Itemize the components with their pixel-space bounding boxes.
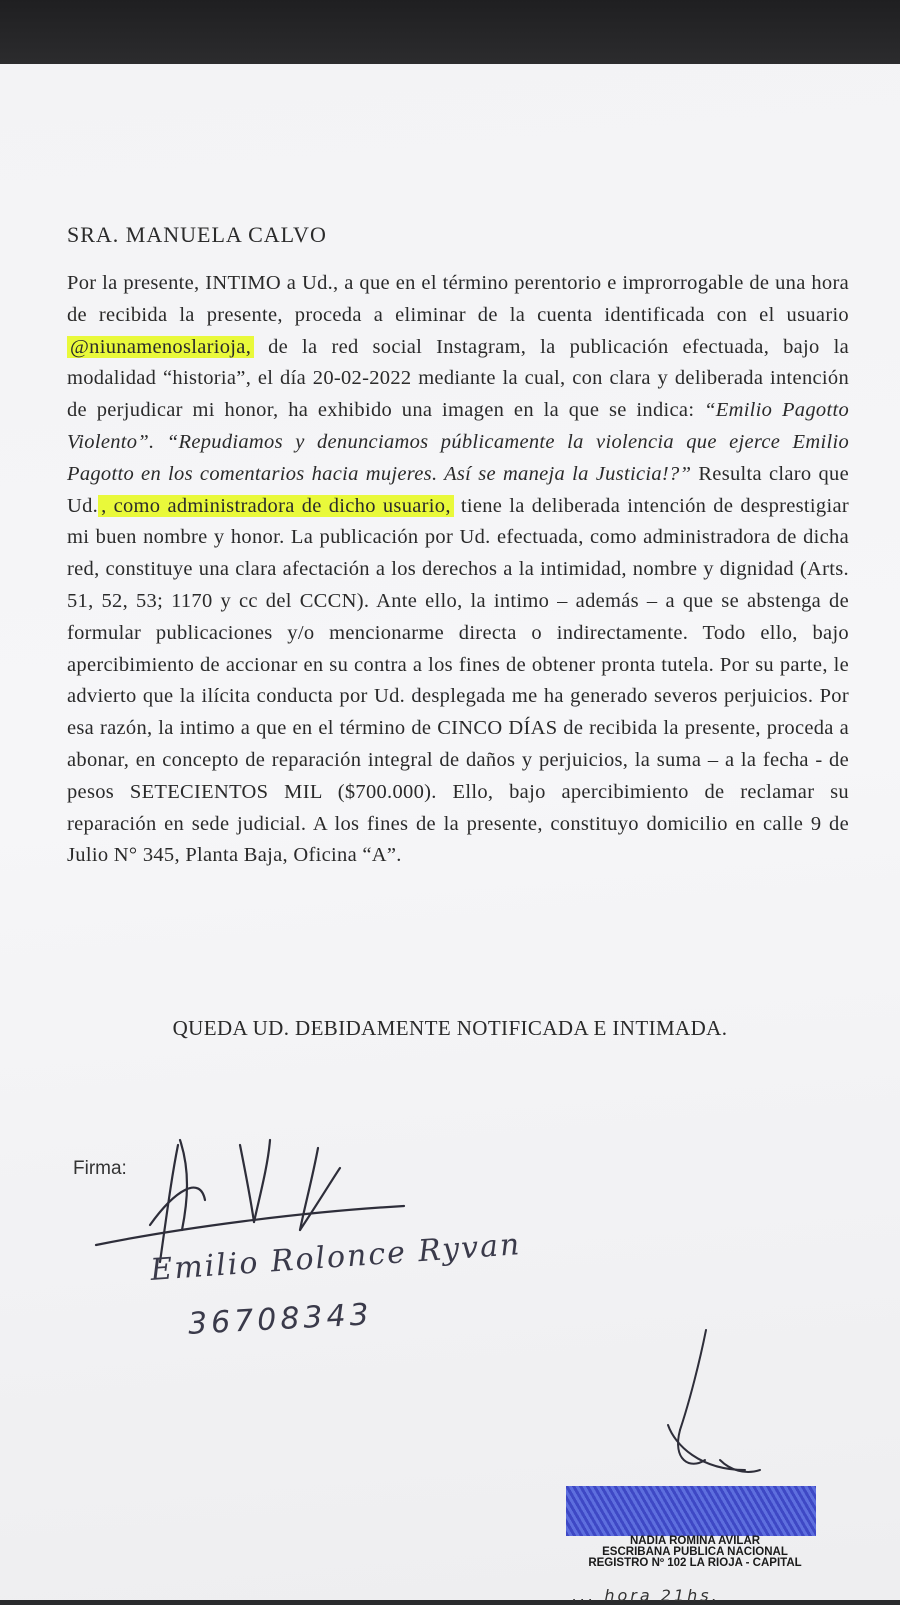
notary-title: ESCRIBANA PUBLICA NACIONAL	[602, 1546, 788, 1558]
highlighted-administrator-phrase: , como administradora de dicho usuario,	[98, 495, 454, 517]
body-segment: Por la presente, INTIMO a Ud., a que en el término perentorio e improrrogable de una hora de recibida la presente, proceda a eliminar de la cuenta identificada con el usuario	[67, 272, 849, 326]
body-segment: Resulta claro que Ud.	[67, 462, 849, 517]
handwritten-note: ... hora 21hs.	[572, 1586, 720, 1605]
body-segment: de la red social Instagram, la publicación efectuada, bajo la modalidad “historia”, el día 20-02-2022 mediante la cual, con clara y deliberada intención de perjudicar mi honor, ha exhibido una imagen en la que se indica:	[67, 335, 849, 422]
body-segment: tiene la deliberada intención de desprestigiar mi buen nombre y honor. La publicación por Ud. efectuada, como administradora de dicha red, constituye una clara afectación a los derechos a la intimidad, nombre y dignidad (Arts. 51, 52, 53; 1170 y cc del CCCN). Ante ello, la intimo – además – a que se abstenga de formular publicaciones y/o mencionarme directa o indirectamente. Todo ello, bajo apercibimiento de accionar en su contra a los fines de obtener pronta tutela. Por su parte, le advierto que la ilícita conducta por Ud. desplegada me ha generado severos perjuicios. Por esa razón, la intimo a que en el término de CINCO DÍAS de recibida la presente, proceda a abonar, en concepto de reparación integral de daños y perjuicios, la suma – a la fecha - de pesos SETECIENTOS MIL ($700.000). Ello, bajo apercibimiento de reclamar su reparación en sede judicial. A los fines de la presente, constituyo domicilio en calle 9 de Julio N° 345, Planta Baja, Oficina “A”.	[67, 494, 849, 867]
notary-ink-stamp	[566, 1486, 816, 1536]
handwritten-name: Emilio Rolonce Ryvan	[149, 1227, 523, 1288]
recipient-salutation: SRA. MANUELA CALVO	[67, 222, 327, 247]
notary-registry: REGISTRO Nº 102 LA RIOJA - CAPITAL	[588, 1557, 802, 1569]
notary-stamp-text	[560, 1536, 830, 1569]
handwritten-id-number: 36708343	[187, 1297, 374, 1342]
notary-name: NADIA ROMINA AVILAR	[629, 1535, 761, 1547]
quoted-publication-text: “Emilio Pagotto Violento”. “Repudiamos y denunciamos públicamente la violencia que ejerce Emilio Pagotto en los comentarios hacia mujeres. Así se maneja la Justicia!?”	[67, 399, 849, 485]
closing-statement: QUEDA UD. DEBIDAMENTE NOTIFICADA E INTIMADA.	[172, 1016, 728, 1040]
highlighted-instagram-handle: @niunamenoslarioja,	[67, 336, 254, 358]
signature-label: Firma:	[73, 1158, 127, 1179]
notary-signature-scribble	[668, 1330, 760, 1472]
